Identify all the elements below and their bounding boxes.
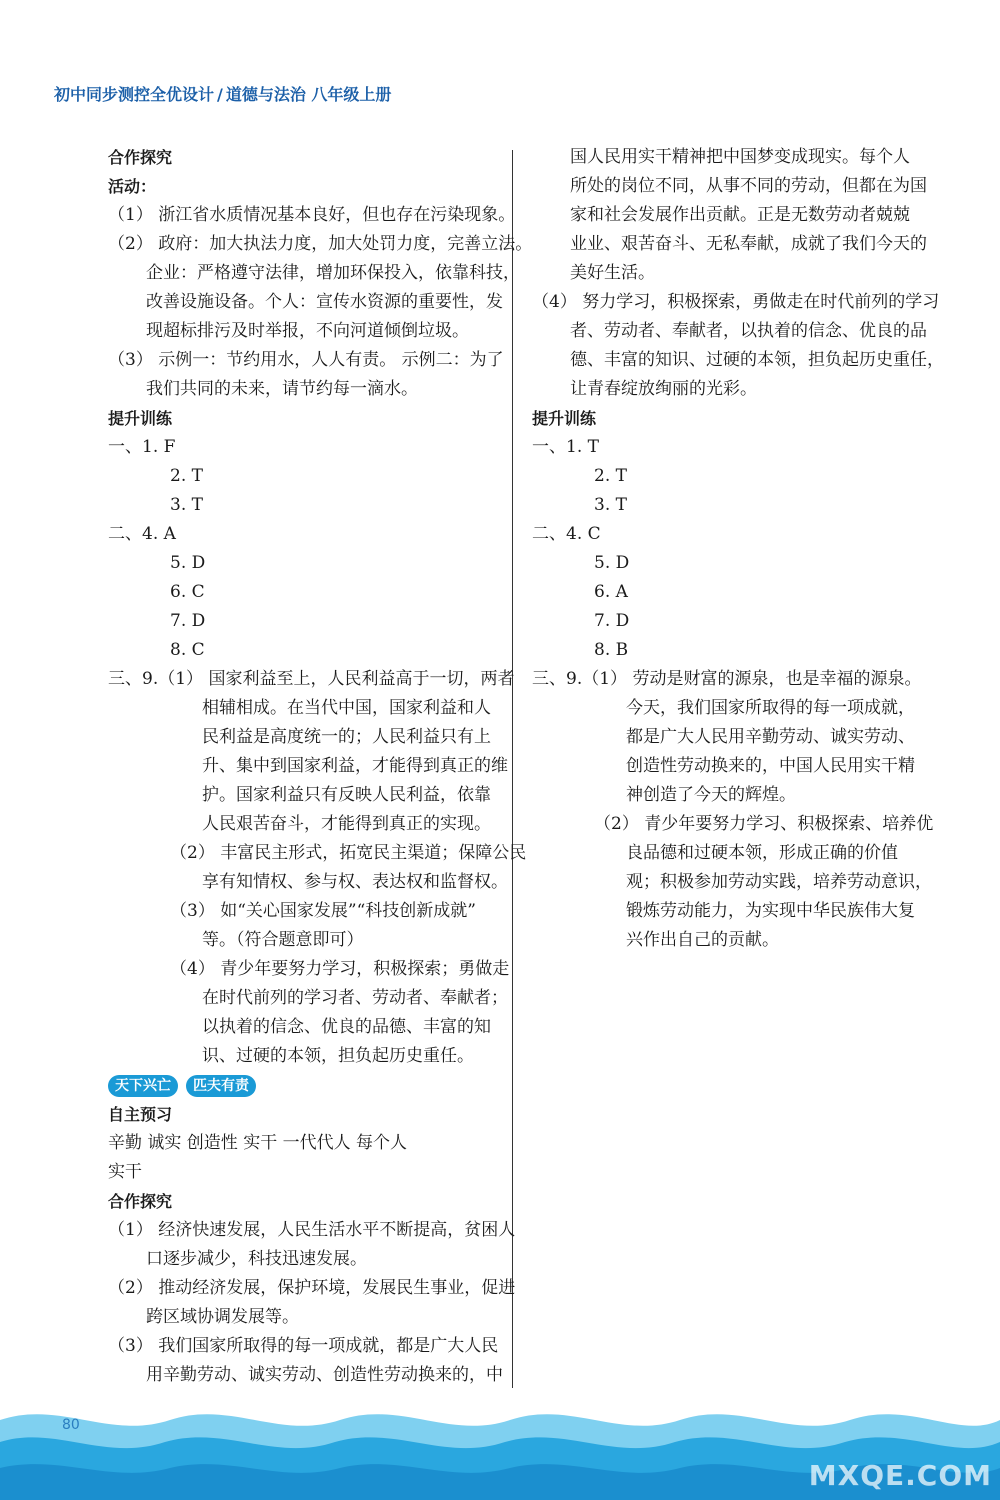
text-line: 二、4. A (108, 524, 176, 544)
text-line: 5. D (594, 553, 630, 573)
text-line: 现超标排污及时举报，不向河道倾倒垃圾。 (146, 321, 469, 341)
text-line: 护。国家利益只有反映人民利益，依靠 (202, 785, 491, 805)
text-line: 三、9.（1） 国家利益至上，人民利益高于一切，两者 (108, 669, 515, 689)
text-line: 跨区域协调发展等。 (146, 1307, 299, 1327)
text-line: 识、过硬的本领，担负起历史重任。 (202, 1046, 474, 1066)
text-line: 观；积极参加劳动实践，培养劳动意识， (626, 872, 932, 892)
book-subtitle: 道德与法治 八年级上册 (225, 85, 392, 104)
section-heading: 合作探究 (108, 148, 173, 167)
banner-left-label: 天下兴亡 (108, 1075, 178, 1097)
text-line: 2. T (170, 466, 203, 486)
text-line: 辛勤 诚实 创造性 实干 一代代人 每个人 (108, 1133, 408, 1153)
text-line: 口逐步减少，科技迅速发展。 (146, 1249, 367, 1269)
text-line: （2） 青少年要努力学习、积极探索、培养优 (594, 814, 934, 834)
text-line: 让青春绽放绚丽的光彩。 (570, 379, 757, 399)
text-line: （3） 我们国家所取得的每一项成就，都是广大人民 (108, 1336, 499, 1356)
text-line: 6. C (170, 582, 205, 602)
text-line: 兴作出自己的贡献。 (626, 930, 779, 950)
text-line: 3. T (594, 495, 627, 515)
text-line: 都是广大人民用辛勤劳动、诚实劳动、 (626, 727, 915, 747)
text-line: 业业、艰苦奋斗、无私奉献，成就了我们今天的 (570, 234, 927, 254)
text-line: 7. D (170, 611, 206, 631)
header-separator: / (217, 85, 223, 104)
text-line: 一、1. T (532, 437, 599, 457)
section-heading: 提升训练 (108, 409, 173, 428)
text-line: 享有知情权、参与权、表达权和监督权。 (202, 872, 508, 892)
text-line: 升、集中到国家利益，才能得到真正的维 (202, 756, 508, 776)
text-line: 今天，我们国家所取得的每一项成就， (626, 698, 915, 718)
text-line: 神创造了今天的辉煌。 (626, 785, 796, 805)
section-heading: 自主预习 (108, 1105, 173, 1124)
text-line: 用辛勤劳动、诚实劳动、创造性劳动换来的，中 (146, 1365, 503, 1385)
text-line: 良品德和过硬本领，形成正确的价值 (626, 843, 898, 863)
text-line: （2） 推动经济发展，保护环境，发展民生事业，促进 (108, 1278, 516, 1298)
left-column (108, 143, 533, 1390)
text-line: 相辅相成。在当代中国，国家利益和人 (202, 698, 491, 718)
section-banner (108, 1075, 256, 1097)
column-divider (512, 150, 513, 1388)
text-line: 德、丰富的知识、过硬的本领，担负起历史重任， (570, 350, 944, 370)
text-line: 7. D (594, 611, 630, 631)
right-column (532, 143, 944, 955)
text-line: 以执着的信念、优良的品德、丰富的知 (202, 1017, 491, 1037)
text-line: 2. T (594, 466, 627, 486)
text-line: 5. D (170, 553, 206, 573)
section-heading: 提升训练 (532, 409, 597, 428)
text-line: 8. C (170, 640, 205, 660)
text-line: 二、4. C (532, 524, 601, 544)
text-line: 家和社会发展作出贡献。正是无数劳动者兢兢 (570, 205, 910, 225)
text-line: 锻炼劳动能力，为实现中华民族伟大复 (626, 901, 915, 921)
text-line: 民利益是高度统一的；人民利益只有上 (202, 727, 491, 747)
text-line: （2） 丰富民主形式，拓宽民主渠道；保障公民 (170, 843, 527, 863)
text-line: （4） 青少年要努力学习，积极探索；勇做走 (170, 959, 510, 979)
text-line: 我们共同的未来，请节约每一滴水。 (146, 379, 418, 399)
text-line: 等。（符合题意即可） (202, 930, 364, 950)
text-line: 3. T (170, 495, 203, 515)
text-line: （1） 经济快速发展，人民生活水平不断提高，贫困人 (108, 1220, 516, 1240)
text-line: 所处的岗位不同，从事不同的劳动，但都在为国 (570, 176, 927, 196)
page-number: 80 (62, 1417, 80, 1433)
text-line: （4） 努力学习，积极探索，勇做走在时代前列的学习 (532, 292, 940, 312)
section-heading: 合作探究 (108, 1192, 173, 1211)
running-header (54, 82, 391, 105)
text-line: （1） 浙江省水质情况基本良好，但也存在污染现象。 (108, 205, 516, 225)
section-heading: 活动： (108, 177, 157, 196)
text-line: 美好生活。 (570, 263, 655, 283)
text-line: 8. B (594, 640, 629, 660)
text-line: 三、9.（1） 劳动是财富的源泉，也是幸福的源泉。 (532, 669, 922, 689)
text-line: 国人民用实干精神把中国梦变成现实。每个人 (570, 147, 910, 167)
text-line: 创造性劳动换来的，中国人民用实干精 (626, 756, 915, 776)
watermark: MXQE.COM (808, 1459, 992, 1492)
text-line: 改善设施设备。个人：宣传水资源的重要性，发 (146, 292, 503, 312)
text-line: 实干 (108, 1162, 142, 1182)
text-line: 企业：严格遵守法律，增加环保投入，依靠科技， (146, 263, 520, 283)
text-line: 一、1. F (108, 437, 176, 457)
text-line: 人民艰苦奋斗，才能得到真正的实现。 (202, 814, 491, 834)
text-line: 6. A (594, 582, 628, 602)
text-line: （3） 如“关心国家发展”“科技创新成就” (170, 901, 476, 921)
text-line: （3） 示例一：节约用水，人人有责。 示例二：为了 (108, 350, 504, 370)
text-line: 在时代前列的学习者、劳动者、奉献者； (202, 988, 508, 1008)
text-line: （2） 政府：加大执法力度，加大处罚力度，完善立法。 (108, 234, 533, 254)
text-line: 者、劳动者、奉献者，以执着的信念、优良的品 (570, 321, 927, 341)
banner-right-label: 匹夫有责 (186, 1075, 256, 1097)
book-title: 初中同步测控全优设计 (54, 85, 215, 104)
